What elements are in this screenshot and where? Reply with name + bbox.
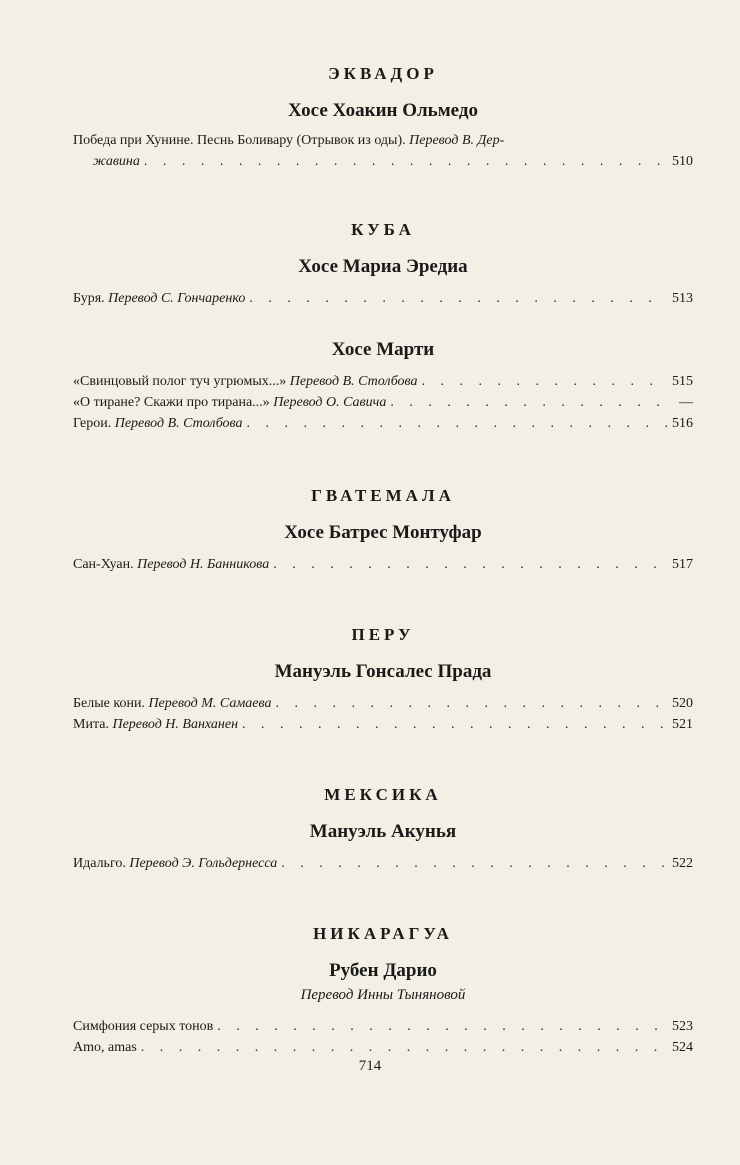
entry-page: 516 [672, 416, 693, 431]
entry-title: Герои. [73, 416, 115, 431]
entry-translator: Перевод В. Дер- [409, 133, 505, 148]
entry-page: 517 [672, 557, 693, 572]
toc-entry[interactable] [73, 693, 693, 714]
author-olmedo: Хосе Хоакин Ольмедо [288, 100, 478, 121]
author-dario: Рубен Дарио [329, 960, 437, 981]
country-heading-nicaragua: НИКАРАГУА [313, 924, 453, 943]
entry-translator: Перевод Н. Ванханен [112, 717, 239, 732]
entry-translator: Перевод С. Гончаренко [108, 291, 246, 306]
leader-dots [242, 714, 667, 735]
entry-title: Сан-Хуан. [73, 557, 138, 572]
entry-page: 515 [672, 374, 693, 389]
country-heading-ecuador: ЭКВАДОР [328, 64, 438, 83]
country-heading-mexico: МЕКСИКА [324, 785, 442, 804]
entry-title: Симфония серых тонов [73, 1019, 214, 1034]
entry-translator: Перевод М. Самаева [148, 696, 272, 711]
author-marti: Хосе Марти [331, 339, 435, 360]
toc-entry[interactable] [73, 1037, 693, 1058]
entry-translator: Перевод Н. Банникова [137, 557, 270, 572]
entry-title: Мита. [73, 717, 113, 732]
toc-entry[interactable] [73, 554, 693, 575]
country-heading-peru: ПЕРУ [351, 625, 415, 644]
toc-entry[interactable] [73, 1016, 693, 1037]
country-heading-cuba: КУБА [351, 220, 415, 239]
entry-title: «Свинцовый полог туч угрюмых...» [73, 374, 290, 389]
entry-title: Буря. [73, 291, 109, 306]
entry-page: 520 [672, 696, 693, 711]
leader-dots [276, 693, 668, 714]
leader-dots [144, 151, 667, 172]
leader-dots [422, 371, 667, 392]
author-acuna: Мануэль Акунья [309, 821, 457, 842]
entry-page: — [679, 395, 693, 410]
entry-translator-cont: жавина [93, 154, 140, 169]
entry-page: 513 [672, 291, 693, 306]
entry-title: Идальго. [73, 856, 130, 871]
author-gonzalez-prada: Мануэль Гонсалес Прада [274, 661, 492, 682]
entry-page: 521 [672, 717, 693, 732]
author-heredia: Хосе Мариа Эредиа [298, 256, 468, 277]
entry-page: 510 [672, 154, 693, 169]
entry-title: Победа при Хунине. Песнь Боливару (Отрывок из оды). [73, 133, 410, 148]
country-heading-guatemala: ГВАТЕМАЛА [311, 486, 455, 505]
entry-title: «О тиране? Скажи про тирана...» [73, 395, 274, 410]
author-batres: Хосе Батрес Монтуфар [284, 522, 482, 543]
leader-dots [281, 853, 667, 874]
contents-page [73, 62, 693, 1058]
toc-entry[interactable] [73, 130, 693, 172]
leader-dots [390, 392, 667, 413]
leader-dots [249, 288, 667, 309]
author-translator: Перевод Инны Тыняновой [300, 987, 466, 1003]
entry-page: 524 [672, 1040, 693, 1055]
entry-translator: Перевод Э. Гольдернесса [129, 856, 278, 871]
toc-entry[interactable] [73, 853, 693, 874]
leader-dots [247, 413, 667, 434]
leader-dots [273, 554, 667, 575]
entry-page: 523 [672, 1019, 693, 1034]
entry-translator: Перевод В. Столбова [114, 416, 243, 431]
entry-translator: Перевод В. Столбова [289, 374, 418, 389]
toc-entry[interactable] [73, 371, 693, 392]
leader-dots [217, 1016, 667, 1037]
toc-entry[interactable] [73, 392, 693, 413]
toc-entry[interactable] [73, 413, 693, 434]
entry-title: Amo, amas [73, 1040, 137, 1055]
toc-entry[interactable] [73, 714, 693, 735]
entry-title: Белые кони. [73, 696, 149, 711]
leader-dots [141, 1037, 667, 1058]
entry-page: 522 [672, 856, 693, 871]
page-number: 714 [358, 1058, 382, 1074]
entry-translator: Перевод О. Савича [273, 395, 387, 410]
toc-entry[interactable] [73, 288, 693, 309]
